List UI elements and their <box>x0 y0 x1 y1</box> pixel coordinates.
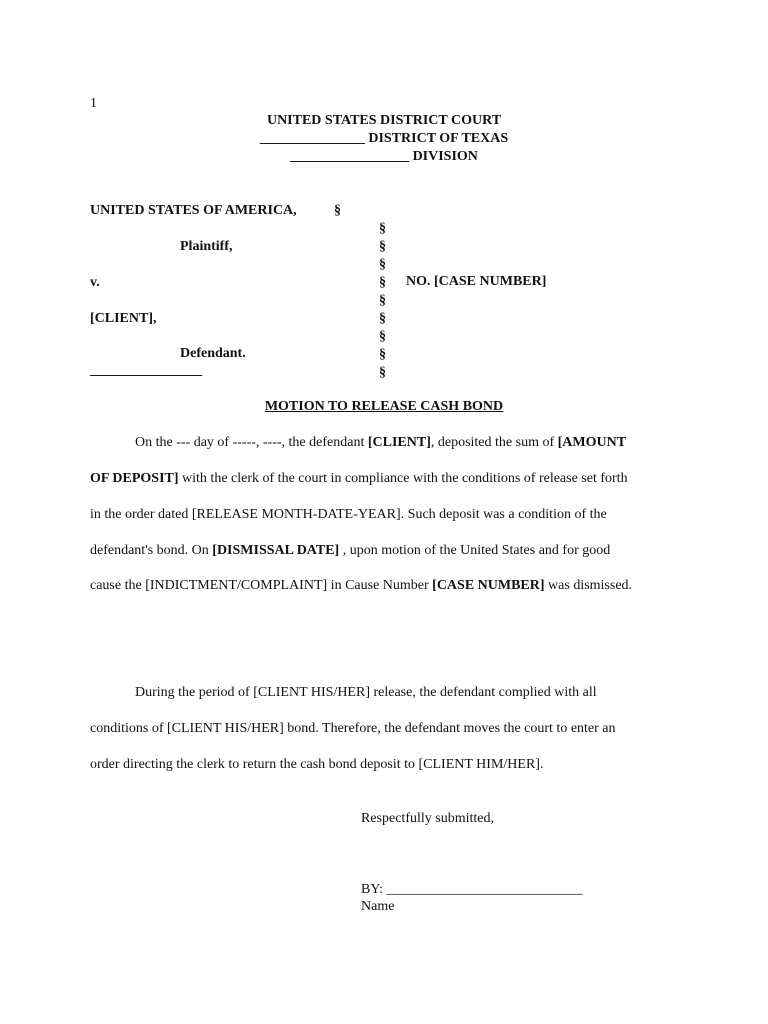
closing-text: Respectfully submitted, <box>361 811 494 826</box>
division-label: DIVISION <box>412 149 478 164</box>
section-symbol: § <box>334 203 341 218</box>
page-number: 1 <box>90 96 97 111</box>
defendant-label: Defendant. <box>180 346 246 361</box>
section-symbol: § <box>379 347 386 362</box>
defendant-name: [CLIENT], <box>90 311 157 326</box>
text-run: was dismissed. <box>544 578 633 593</box>
district-label: DISTRICT OF TEXAS <box>368 131 509 146</box>
division-line <box>0 148 768 166</box>
plaintiff-label: Plaintiff, <box>180 239 233 254</box>
section-symbol: § <box>379 257 386 272</box>
section-symbol: § <box>379 293 386 308</box>
district-blank: _______________ <box>259 131 365 146</box>
text-run: cause the [INDICTMENT/COMPLAINT] in Cause Number <box>90 578 433 593</box>
paragraph1-line5 <box>90 577 632 595</box>
section-symbol: § <box>379 239 386 254</box>
section-symbol: § <box>379 275 386 290</box>
amount-placeholder: OF DEPOSIT] <box>90 471 179 486</box>
section-symbol: § <box>379 221 386 236</box>
signature-name: Name <box>361 899 395 914</box>
client-placeholder: [CLIENT] <box>367 435 431 450</box>
plaintiff-name: UNITED STATES OF AMERICA, <box>90 203 297 218</box>
case-number-placeholder: [CASE NUMBER] <box>432 578 545 593</box>
text-run: On the --- day of -----, ----, the defendant <box>135 435 368 450</box>
paragraph1-line4 <box>90 542 610 560</box>
paragraph2-line1: During the period of [CLIENT HIS/HER] release, the defendant complied with all <box>135 685 597 700</box>
text-run: with the clerk of the court in compliance with the conditions of release set forth <box>178 471 628 486</box>
section-symbol: § <box>379 329 386 344</box>
case-number: NO. [CASE NUMBER] <box>406 274 547 289</box>
section-symbol: § <box>379 365 386 380</box>
text-run: , deposited the sum of <box>430 435 558 450</box>
text-run: , upon motion of the United States and for good <box>339 543 611 558</box>
paragraph2-line2: conditions of [CLIENT HIS/HER] bond. Therefore, the defendant moves the court to enter an <box>90 721 616 736</box>
court-name: UNITED STATES DISTRICT COURT <box>266 113 502 128</box>
text-run: defendant's bond. On <box>90 543 213 558</box>
caption-underline: ________________ <box>90 363 202 378</box>
dismissal-date-placeholder: [DISMISSAL DATE] <box>212 543 340 558</box>
district-line <box>0 130 768 148</box>
paragraph1-line2 <box>90 470 628 488</box>
paragraph1-line3: in the order dated [RELEASE MONTH-DATE-YEAR]. Such deposit was a condition of the <box>90 507 607 522</box>
division-blank: _________________ <box>290 149 410 164</box>
versus-label: v. <box>90 275 100 290</box>
paragraph2-line3: order directing the clerk to return the cash bond deposit to [CLIENT HIM/HER]. <box>90 757 544 772</box>
motion-title: MOTION TO RELEASE CASH BOND <box>264 399 504 414</box>
signature-line: BY: ____________________________ <box>361 882 583 897</box>
section-symbol: § <box>379 311 386 326</box>
amount-placeholder: [AMOUNT <box>557 435 627 450</box>
paragraph1-line1 <box>135 434 626 452</box>
